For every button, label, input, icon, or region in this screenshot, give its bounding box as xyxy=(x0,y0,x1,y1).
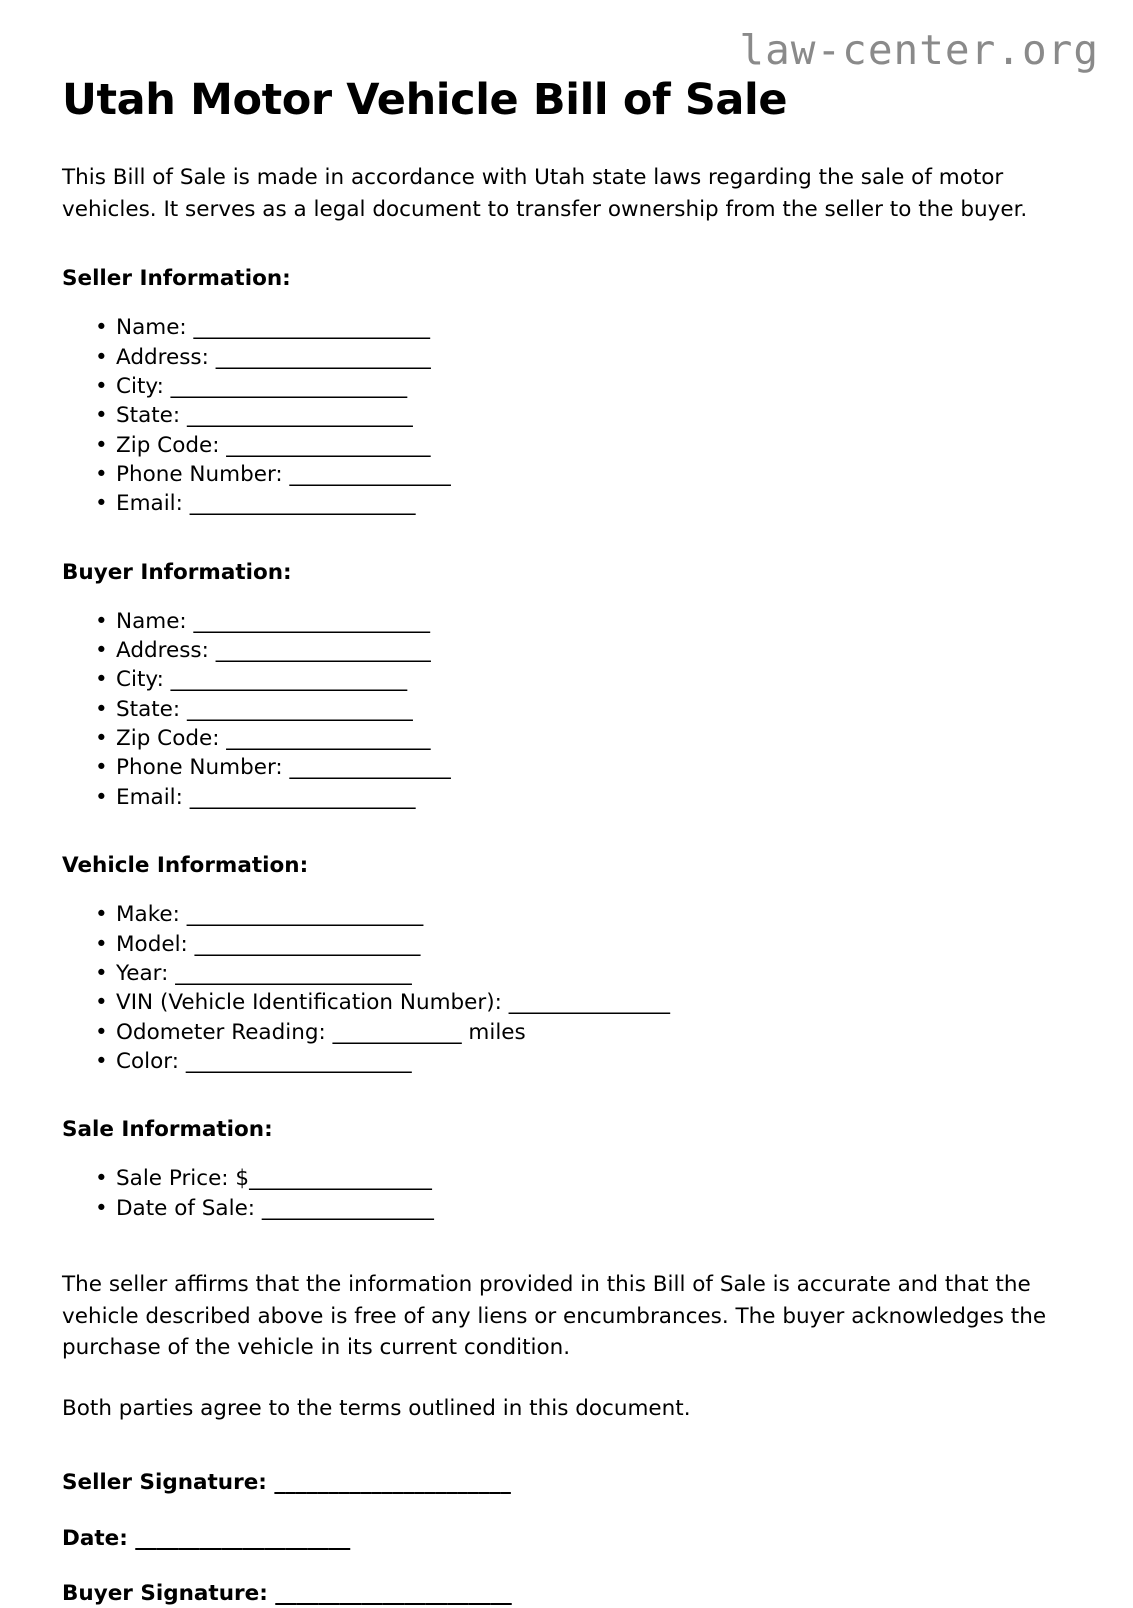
list-item[interactable]: • Phone Number: _______________ xyxy=(62,460,1072,489)
list-item[interactable]: • Address: ____________________ xyxy=(62,343,1072,372)
list-item[interactable]: • Odometer Reading: ____________ miles xyxy=(62,1018,1072,1047)
list-item[interactable]: • Model: _____________________ xyxy=(62,930,1072,959)
page-title: Utah Motor Vehicle Bill of Sale xyxy=(62,75,788,125)
list-item[interactable]: • State: _____________________ xyxy=(62,401,1072,430)
list-item[interactable]: • Zip Code: ___________________ xyxy=(62,431,1072,460)
list-item[interactable]: • Phone Number: _______________ xyxy=(62,753,1072,782)
list-item[interactable]: • Make: ______________________ xyxy=(62,900,1072,929)
vehicle-information-fields xyxy=(62,878,1072,1076)
list-item[interactable]: • Email: _____________________ xyxy=(62,489,1072,518)
buyer-information-fields xyxy=(62,585,1072,812)
intro-paragraph: This Bill of Sale is made in accordance with Utah state laws regarding the sale of motor vehicles. It serves as a legal document to transfer ownership from the seller to the buyer. xyxy=(62,165,1028,222)
vehicle-information-heading: Vehicle Information: xyxy=(62,853,309,879)
list-item[interactable]: • City: ______________________ xyxy=(62,665,1072,694)
list-item[interactable]: • Color: _____________________ xyxy=(62,1047,1072,1076)
sale-information-heading: Sale Information: xyxy=(62,1117,273,1143)
buyer-signature-field[interactable]: Buyer Signature: ______________________ xyxy=(62,1580,512,1606)
list-item[interactable]: • Name: ______________________ xyxy=(62,607,1072,636)
list-item[interactable]: • Address: ____________________ xyxy=(62,636,1072,665)
agreement-paragraph: Both parties agree to the terms outlined in this document. xyxy=(62,1395,691,1421)
list-item[interactable]: • Year: ______________________ xyxy=(62,959,1072,988)
site-watermark: law-center.org xyxy=(739,26,1099,74)
signature-date-field[interactable]: Date: ____________________ xyxy=(62,1525,351,1551)
list-item[interactable]: • VIN (Vehicle Identification Number): _______________ xyxy=(62,988,1072,1017)
document-content xyxy=(62,0,1072,1608)
seller-information-fields xyxy=(62,291,1072,518)
affirmation-paragraph: The seller affirms that the information provided in this Bill of Sale is accurate and that the vehicle described above is free of any liens or encumbrances. The buyer acknowledges the purchase of the vehicle in its current condition. xyxy=(62,1271,1047,1361)
buyer-information-heading: Buyer Information: xyxy=(62,559,292,585)
list-item[interactable]: • Email: _____________________ xyxy=(62,783,1072,812)
list-item[interactable]: • Zip Code: ___________________ xyxy=(62,724,1072,753)
list-item[interactable]: • State: _____________________ xyxy=(62,695,1072,724)
list-item[interactable]: • Sale Price: $_________________ xyxy=(62,1164,1072,1193)
list-item[interactable]: • Date of Sale: ________________ xyxy=(62,1194,1072,1223)
list-item[interactable]: • City: ______________________ xyxy=(62,372,1072,401)
list-item[interactable]: • Name: ______________________ xyxy=(62,313,1072,342)
seller-information-heading: Seller Information: xyxy=(62,266,291,292)
sale-information-fields xyxy=(62,1142,1072,1223)
seller-signature-field[interactable]: Seller Signature: ______________________ xyxy=(62,1470,511,1496)
